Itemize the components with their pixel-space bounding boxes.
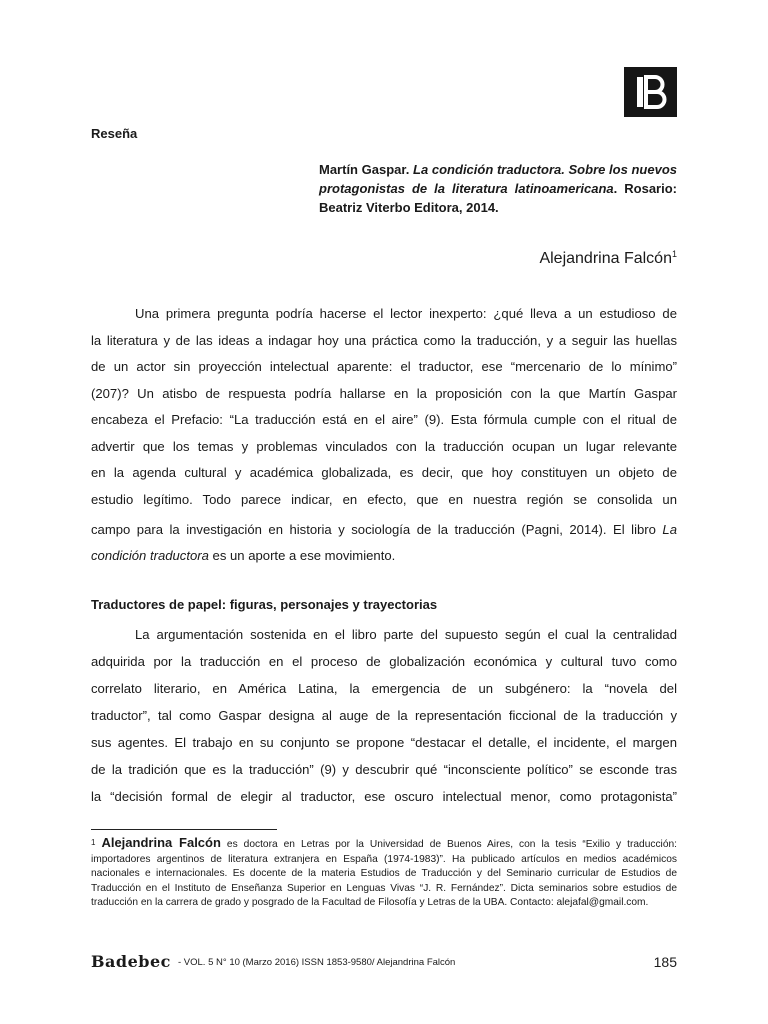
paragraph2-line: la “decisión formal de elegir al traductor, ese oscuro intelectual menor, como protagonista” [91, 789, 677, 804]
paragraph1-line: de un actor sin proyección intelectual aparente: el traductor, ese “mercenario de lo mínimo” [91, 359, 677, 374]
footnote-number: 1 [91, 838, 96, 847]
paragraph1-line: (207)? Un atisbo de respuesta podría hallarse en la proposición con la que Martín Gaspar [91, 386, 677, 401]
paragraph2-line: correlato literario, en América Latina, la emergencia de un subgénero: la “novela del [91, 681, 677, 696]
footer-info: - VOL. 5 N° 10 (Marzo 2016) ISSN 1853-9580/ Alejandrina Falcón [178, 957, 456, 968]
review-author-name: Alejandrina Falcón [539, 250, 672, 267]
paragraph2-line: de la tradición que es la traducción” (9) y descubrir qué “inconsciente político” se esconde tras [91, 762, 677, 777]
footnote-text: es doctora en Letras por la Universidad de Buenos Aires, con la tesis “Exilio y traducción: importadores argentinos de literatura extranjera en España (1974-1983)”. Ha publicado artículos en medios académicos nacionales e internacionales. Es docente de la materia Estudios de Traducción y del Seminario curricular de Estudios de Traducción en el Instituto de Enseñanza Superior en Lenguas Vivas “J. R. Fernández”. Dicta seminarios sobre estudios de traducción en la carrera de grado y posgrado de la Facultad de Filosofía y Letras de la UBA. Contacto: alejafal@gmail.com. [91, 839, 677, 908]
reference-publisher: Rosario: Beatriz Viterbo Editora, 2014. [319, 181, 677, 215]
b-logo-icon [624, 67, 677, 117]
paragraph1-line: Una primera pregunta podría hacerse el lector inexperto: ¿qué lleva a un estudioso de [135, 306, 677, 321]
footnote-divider [91, 829, 277, 830]
paragraph2-line: La argumentación sostenida en el libro parte del supuesto según el cual la centralidad [135, 627, 677, 642]
italic-title-start: La [662, 522, 677, 537]
paragraph1-line: la literatura y de las ideas a indagar hoy una práctica como la traducción, y a seguir las huellas [91, 333, 677, 348]
section-heading: Traductores de papel: figuras, personajes y trayectorias [91, 597, 438, 612]
page-footer [91, 952, 677, 972]
journal-brand: Badebec [91, 952, 171, 971]
reference-author: Martín Gaspar. [319, 162, 410, 177]
paragraph2-line: adquirida por la traducción en el proceso de globalización económica y cultural tuvo como [91, 654, 677, 669]
page-number: 185 [653, 954, 677, 970]
section-label: Reseña [91, 126, 138, 141]
paragraph1-line: encabeza el Prefacio: “La traducción está en el aire” (9). Esta fórmula cumple con el ritual de [91, 412, 677, 427]
paragraph2-line: sus agentes. El trabajo en su conjunto se propone “destacar el detalle, el incidente, el margen [91, 735, 677, 750]
italic-title-end: condición traductora [91, 548, 209, 563]
paragraph1-line: estudio legítimo. Todo parece indicar, en efecto, que en nuestra región se consolida un [91, 492, 677, 507]
paragraph2-line: traductor”, tal como Gaspar designa al auge de la representación ficcional de la traducción y [91, 708, 677, 723]
book-reference: Martín Gaspar. La condición traductora. Sobre los nuevos protagonistas de la literatura latinoamericana. Rosario: Beatriz Viterbo Editora, 2014. [319, 162, 677, 215]
footnote [91, 836, 677, 911]
paragraph1-line: en la agenda cultural y académica globalizada, es decir, que hoy constituyen un objeto de [91, 465, 677, 480]
paragraph1-line: campo para la investigación en historia y sociología de la traducción (Pagni, 2014). El libro La [91, 522, 677, 537]
footnote-author: Alejandrina Falcón [101, 835, 221, 850]
journal-logo [624, 67, 677, 117]
paragraph1-line: advertir que los temas y problemas vinculados con la traducción ocupan un lugar relevante [91, 439, 677, 454]
paragraph1-line: condición traductora es un aporte a ese movimiento. [91, 548, 396, 563]
review-author [440, 249, 677, 269]
reference-title: La condición traductora. Sobre los nuevos protagonistas de la literatura latinoamericana [319, 162, 677, 196]
footnote-marker: 1 [671, 249, 677, 259]
